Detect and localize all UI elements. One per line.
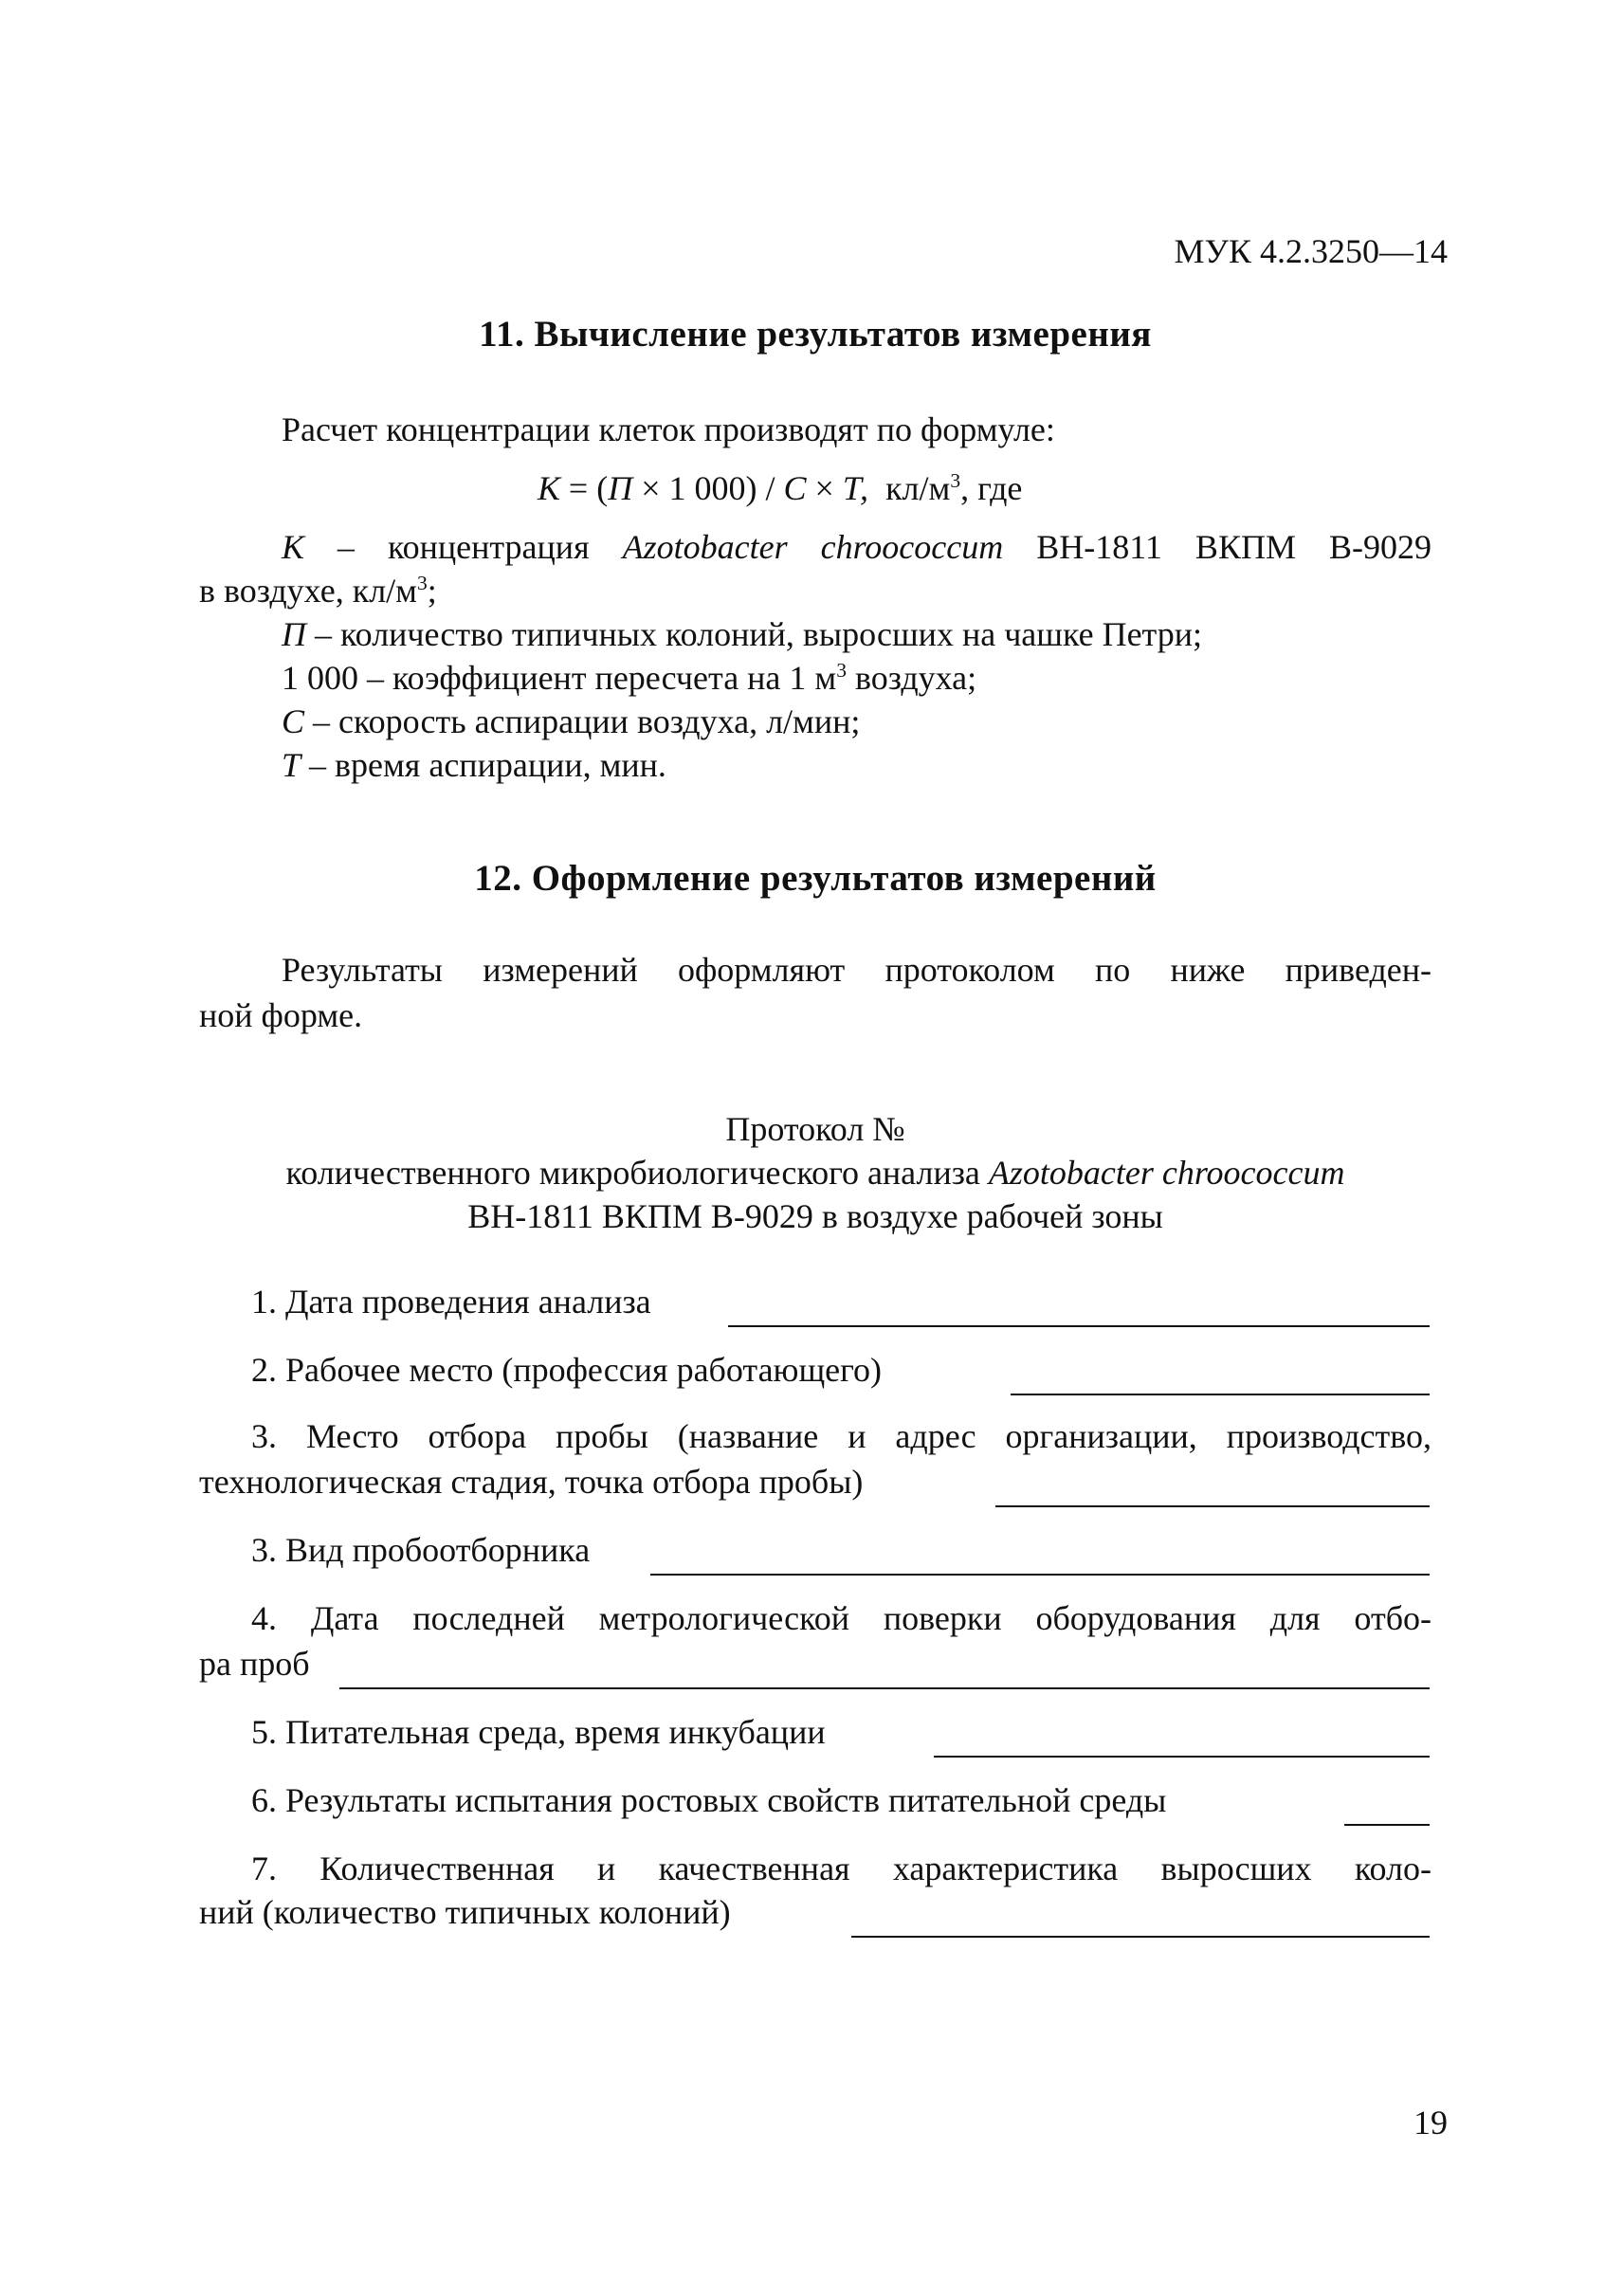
protocol-species: Azotobacter chroococcum: [988, 1154, 1345, 1192]
def-p-symbol: П: [282, 615, 306, 653]
section-11-title: 11. Вычисление результатов измерения: [479, 314, 1152, 355]
form-item-3b-blank[interactable]: [650, 1547, 1430, 1576]
def-k-cont: в воздухе, кл/м: [199, 572, 417, 610]
form-item-4-blank[interactable]: [339, 1661, 1430, 1689]
def-k-text: – концентрация: [303, 528, 623, 566]
formula-c: С: [783, 469, 807, 507]
protocol-subtitle: [199, 1153, 1432, 1194]
form-item-1: [251, 1282, 651, 1322]
form-item-4-line2: ра проб: [199, 1645, 310, 1683]
formula-p: П: [608, 469, 633, 507]
def-p-text: – количество типичных колоний, выросших на чашке Петри;: [306, 615, 1202, 653]
section-12-paragraph-line2: ной форме.: [199, 996, 363, 1034]
formula-t: Т,: [842, 469, 869, 507]
formula-intro: Расчет концентрации клеток производят по формуле:: [282, 410, 1055, 448]
def-k-species: Azotobacter chroococcum: [622, 528, 1004, 566]
def-c-text: – скорость аспирации воздуха, л/мин;: [304, 702, 861, 740]
form-item-5-label: 5. Питательная среда, время инкубации: [251, 1713, 826, 1751]
formula-unit-sup: 3: [950, 469, 961, 493]
definition-k: [282, 527, 1432, 568]
def-1000-sup: 3: [836, 659, 847, 683]
formula-tail: , где: [960, 469, 1023, 507]
protocol-subtitle-line3: ВН-1811 ВКПМ В-9029 в воздухе рабочей зоны: [467, 1197, 1163, 1235]
form-item-7-line2: ний (количество типичных колоний): [199, 1893, 731, 1931]
definition-c: [282, 702, 860, 742]
form-item-5: [251, 1712, 826, 1753]
form-item-6: [251, 1780, 1166, 1821]
formula-times: ×: [806, 469, 843, 507]
formula-k: К: [538, 469, 560, 507]
definition-1000: [282, 658, 976, 699]
def-k-cont-end: ;: [427, 572, 437, 610]
form-item-7-line1: 7. Количественная и качественная характеристика выросших коло-: [251, 1850, 1432, 1887]
definition-t: [282, 745, 666, 786]
definition-k-continued: [199, 571, 437, 611]
form-item-7-blank[interactable]: [851, 1909, 1430, 1938]
form-item-3-line1: 3. Место отбора пробы (название и адрес организации, производство,: [251, 1417, 1432, 1455]
form-item-4-line1: 4. Дата последней метрологической поверки оборудования для отбо-: [251, 1599, 1432, 1637]
formula-unit: кл/м: [868, 469, 951, 507]
def-c-symbol: С: [282, 702, 305, 740]
form-item-6-label: 6. Результаты испытания ростовых свойств питательной среды: [251, 1781, 1167, 1819]
form-item-3-blank[interactable]: [995, 1479, 1430, 1507]
form-item-2: [251, 1350, 882, 1391]
section-12-title: 12. Оформление результатов измерений: [474, 858, 1157, 899]
formula-eq: = (: [559, 469, 609, 507]
formula: [538, 468, 1022, 509]
def-1000-text: 1 000 – коэффициент пересчета на 1 м: [282, 659, 837, 697]
document-code: МУК 4.2.3250—14: [1174, 232, 1448, 270]
form-item-5-blank[interactable]: [934, 1729, 1430, 1758]
form-item-3-line2: технологическая стадия, точка отбора пробы): [199, 1463, 864, 1501]
def-k-strain: ВН-1811 ВКПМ В-9029: [1003, 528, 1432, 566]
def-1000-end: воздуха;: [847, 659, 977, 697]
form-item-2-blank[interactable]: [1011, 1367, 1430, 1395]
protocol-subtitle-text: количественного микробиологического анализа: [285, 1154, 989, 1192]
form-item-3b: [251, 1530, 590, 1571]
section-12-paragraph-line1: Результаты измерений оформляют протоколом по ниже приведен-: [282, 951, 1432, 989]
page-number: 19: [1413, 2104, 1448, 2141]
form-item-2-label: 2. Рабочее место (профессия работающего): [251, 1351, 882, 1389]
def-k-cont-sup: 3: [416, 572, 428, 595]
form-item-6-blank[interactable]: [1344, 1797, 1430, 1826]
protocol-title: Протокол №: [725, 1110, 905, 1148]
def-k-symbol: К: [282, 528, 304, 566]
def-t-text: – время аспирации, мин.: [301, 746, 666, 784]
form-item-1-blank[interactable]: [728, 1299, 1430, 1327]
formula-mid: × 1 000) /: [632, 469, 784, 507]
form-item-3b-label: 3. Вид пробоотборника: [251, 1531, 591, 1569]
definition-p: [282, 614, 1202, 655]
def-t-symbol: Т: [282, 746, 301, 784]
form-item-1-label: 1. Дата проведения анализа: [251, 1283, 651, 1321]
